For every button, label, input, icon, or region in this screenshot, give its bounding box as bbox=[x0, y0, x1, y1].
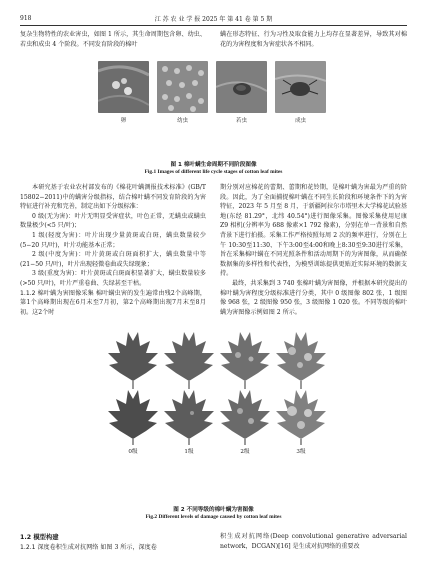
adult-image bbox=[275, 61, 326, 113]
intro-left-text: 复杂生物特性的农业害虫，如图 1 所示，其生命周期包含卵、幼虫、若虫和成虫 4 个阶段。不同发育阶段的棉叶 bbox=[20, 31, 206, 48]
label-larva: 幼虫 bbox=[176, 118, 188, 124]
section-12-heading: 1.2 模型构建 bbox=[20, 534, 59, 541]
leaf-grid bbox=[98, 327, 330, 445]
grade-0: 0 级(无为害)：叶片无明显受害症状，叶色正常，无螨虫或螨虫数量极少(<5 只/叶)； bbox=[20, 212, 206, 230]
label-level-2: 2级 bbox=[240, 449, 250, 455]
journal-title: 江 苏 农 业 学 报 2025 年 第 41 卷 第 5 期 bbox=[154, 15, 273, 23]
dataset-summary: 最终，共采集到 3 740 张棉叶螨为害图像，并根据本研究提出的棉叶螨为害程度分级标准进行分类，其中 0 级图像 802 张，1 级图像 968 张，2 级图像 950 张，3 级图像 1 020 张。不同等级的棉叶螨为害图像示例如图 2 所示。 bbox=[220, 279, 407, 316]
label-nymph: 若虫 bbox=[235, 118, 247, 124]
collection-text bbox=[220, 183, 407, 317]
collection-paragraph: 期分别对应棉花的蕾期、蕾期和花铃期，是棉叶螨为害最为严重的阶段。因此，为了全面捕捉棉叶螨在不同生长阶段和环境条件下的为害特征，2023 年 5 月至 8 月，于新疆阿拉尔市塔里木大学棉花试验基地(东经 81.29°，北纬 40.54°)进行图像采集。图像采集使用尼康 Z9 相机(分辨率为 688 像素×1 792 像素)，分别在单一背景和自然背景下进行拍摄。采集工作严格按照每周 2 次的频率进行，分别在上午 10:30至11:30、下午3:00至4:00和晚上8:30至9:30进行采集，旨在采集棉叶螨在不同光照条件和活动周期下的为害图像，从而确保数据集的多样性和代表性，为模型训练提供更贴近实际环境的数据支持。 bbox=[220, 184, 407, 278]
label-level-0: 0级 bbox=[128, 449, 138, 455]
grading-standard-text bbox=[20, 183, 206, 317]
section-121 bbox=[20, 543, 206, 553]
grade-3: 3 级(重度为害)：叶片黄斑或白斑面积显著扩大，螨虫数量较多(>50 只/叶)，叶片严重卷曲、失绿甚至干枯。 bbox=[20, 270, 206, 287]
figure-1-caption-en: Fig.1 Images of different life cycle stages of cotton leaf mites bbox=[144, 169, 283, 175]
section-121-text-left: 如图 3 所示，深度卷 bbox=[100, 544, 157, 551]
grading-intro: 本研究基于农业农村部发布的《棉花叶螨测报技术标准》(GB/T 15802−2011)中的螨害分级指标，结合棉叶螨不同发育阶段的为害特征进行补充和完善，制定出如下分级标准： bbox=[20, 184, 206, 211]
intro-right-text: 螨在形态特征、行为习性及取食能力上均存在显著差异，导致其对棉花的为害程度和为害症状各不相同。 bbox=[220, 31, 407, 48]
label-level-1: 1级 bbox=[184, 449, 194, 455]
section-121-heading: 1.2.1 深度卷积生成对抗网络 bbox=[20, 544, 99, 551]
section-121-right bbox=[220, 532, 407, 551]
section-112-paragraph bbox=[20, 289, 206, 318]
intro-left bbox=[20, 30, 206, 49]
section-112-text: 棉叶螨虫害的发生遍常由残2个高峰期，第1个高峰期出现在6月末至7月初，第2个高峰期出现7月末至8月初。这2个时 bbox=[20, 289, 206, 316]
label-egg: 卵 bbox=[120, 118, 127, 124]
section-112-heading: 1.1.2 棉叶螨为害图像采集 bbox=[20, 289, 94, 297]
larva-image bbox=[157, 61, 208, 113]
figure-2-caption-en: Fig.2 Different levels of damage caused by cotton leaf mites bbox=[145, 514, 282, 520]
figure-1-caption-cn: 图 1 棉叶螨生命周期不同阶段图像 bbox=[170, 162, 257, 168]
page-number: 918 bbox=[20, 14, 32, 22]
figure-2-caption-cn: 图 2 不同等级的棉叶螨为害图像 bbox=[173, 507, 254, 513]
header-rule bbox=[20, 25, 407, 26]
grade-2: 2 级(中度为害)：叶片黄斑或白斑面积扩大，螨虫数量中等(21−50 只/叶)，叶片出现轻微卷曲或失绿现象； bbox=[20, 251, 206, 268]
figure-1 bbox=[98, 61, 328, 156]
section-121-text-right: 积生成对抗网络(Deep convolutional generative adversarial network，DCGAN)[16] 是生成对抗网络的重要改 bbox=[220, 533, 407, 550]
figure-2 bbox=[98, 327, 330, 457]
intro-right bbox=[220, 30, 407, 49]
label-level-3: 3级 bbox=[296, 449, 306, 455]
page-header bbox=[20, 12, 407, 24]
grade-1: 1 级(轻度为害)：叶片出现少量黄斑或白斑，螨虫数量较少(5−20 只/叶)，叶片功能基本正常； bbox=[20, 231, 206, 249]
label-adult: 成虫 bbox=[294, 118, 306, 124]
egg-image bbox=[98, 61, 149, 113]
nymph-image bbox=[216, 61, 267, 113]
